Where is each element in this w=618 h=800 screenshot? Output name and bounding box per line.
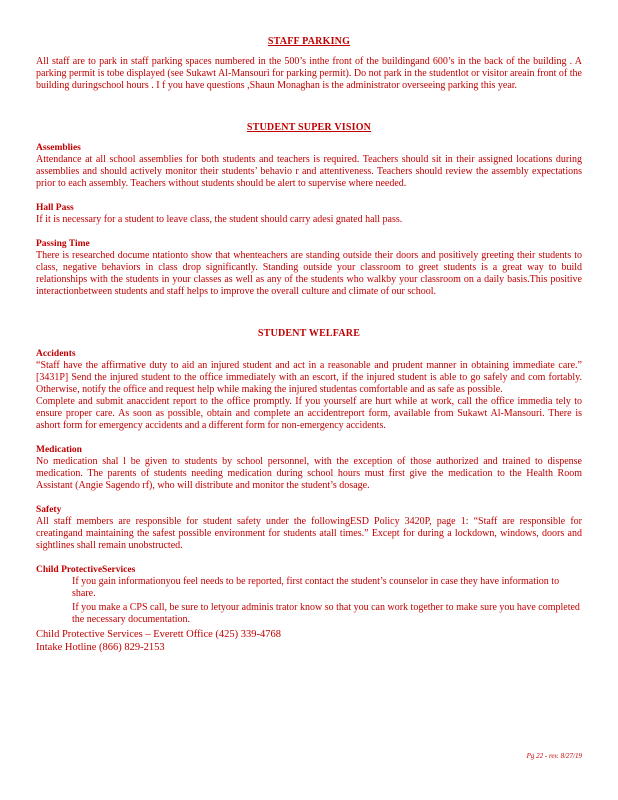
document-page — [36, 36, 582, 654]
list-item — [36, 602, 582, 626]
cps-bullet-text: If you gain informationyou feel needs to be reported, first contact the student’s counselor in case they have information to share. — [72, 576, 560, 599]
passing-time-text: There is researched docume ntationto show that whenteachers are standing outside their doors and positively greeting their students to class, negative behaviors in class drop significantly. Standing outside your classroom to greet students is a great way to build relationships with the students in your classes as well as any of the students who walkby your classroom on a daily basis.This positive interactionbetween students and staff helps to improve the overall culture and climate of our school. — [36, 250, 582, 297]
cps-contact-hotline: Intake Hotline (866) 829-2153 — [36, 642, 165, 653]
safety-text: All staff members are responsible for student safety under the followingESD Policy 3420P, page 1: “Staff are responsible for creatingand maintaining the safest possible environment for students atall times.” Except for during a lockdown, windows, doors and sightlines shall remain unobstructed. — [36, 516, 582, 551]
accidents-title: Accidents — [36, 349, 76, 359]
accidents-text-2: Complete and submit anaccident report to the office promptly. If you yourself are hurt while at work, call the office immedia tely to ensure proper care. As soon as possible, obtain and complete an accidentreport form, available from Sukawt Al-Mansouri. There is ashort form for emergency accidents and a different form for non-emergency accidents. — [36, 396, 582, 431]
parking-text: All staff are to park in staff parking spaces numbered in the 500’s inthe front of the buildingand 600’s in the back of the building . A parking permit is tobe displayed (see Sukawt Al-Mansouri for parking permit). Do not park in the studentlot or visitor areain front of the building duringschool hours . I f you have questions ,Shaun Monaghan is the administrator overseeing parking this year. — [36, 56, 582, 91]
supervision-section — [36, 122, 582, 298]
cps-contact-office: Child Protective Services – Everett Office (425) 339-4768 — [36, 629, 282, 640]
supervision-heading: STUDENT SUPER VISION — [246, 122, 372, 133]
parking-heading: STAFF PARKING — [267, 36, 351, 47]
list-item — [36, 576, 582, 600]
cps-title: Child ProtectiveServices — [36, 565, 136, 575]
cps-bullet-list — [36, 576, 582, 626]
welfare-heading: STUDENT WELFARE — [257, 328, 361, 339]
medication-title: Medication — [36, 445, 82, 455]
page-footer: Pg 22 - rev. 8/27/19 — [526, 752, 582, 760]
safety-title: Safety — [36, 505, 62, 515]
hallpass-title: Hall Pass — [36, 203, 74, 213]
assemblies-title: Assemblies — [36, 143, 81, 153]
passing-time-title: Passing Time — [36, 239, 90, 249]
parking-section — [36, 36, 582, 92]
cps-bullet-text: If you make a CPS call, be sure to letyour adminis trator know so that you can work together to make sure you have completed the necessary documentation. — [72, 602, 580, 625]
hallpass-text: If it is necessary for a student to leave class, the student should carry adesi gnated hall pass. — [36, 214, 403, 225]
welfare-section — [36, 328, 582, 654]
assemblies-text: Attendance at all school assemblies for both students and teachers is required. Teachers should sit in their assigned locations during assemblies and should actively monitor their students’ behavio r and attentiveness. Teachers should review the assembly expectations prior to each assembly. Teachers without students should be alert to supervise where needed. — [36, 154, 582, 189]
accidents-text-1: “Staff have the affirmative duty to aid an injured student and act in a reasonable and prudent manner in obtaining immediate care.” [3431P] Send the injured student to the office immediately with an escort, if the injured student is able to go safely and com fortably. Otherwise, notify the office and request help while making the injured studentas comfortable and as safe as possible. — [36, 360, 582, 395]
medication-text: No medication shal l be given to students by school personnel, with the exception of those authorized and trained to dispense medication. The parents of students needing medication during school hours must first give the medication to the Health Room Assistant (Angie Sagendo rf), who will distribute and monitor the student’s dosage. — [36, 456, 582, 491]
